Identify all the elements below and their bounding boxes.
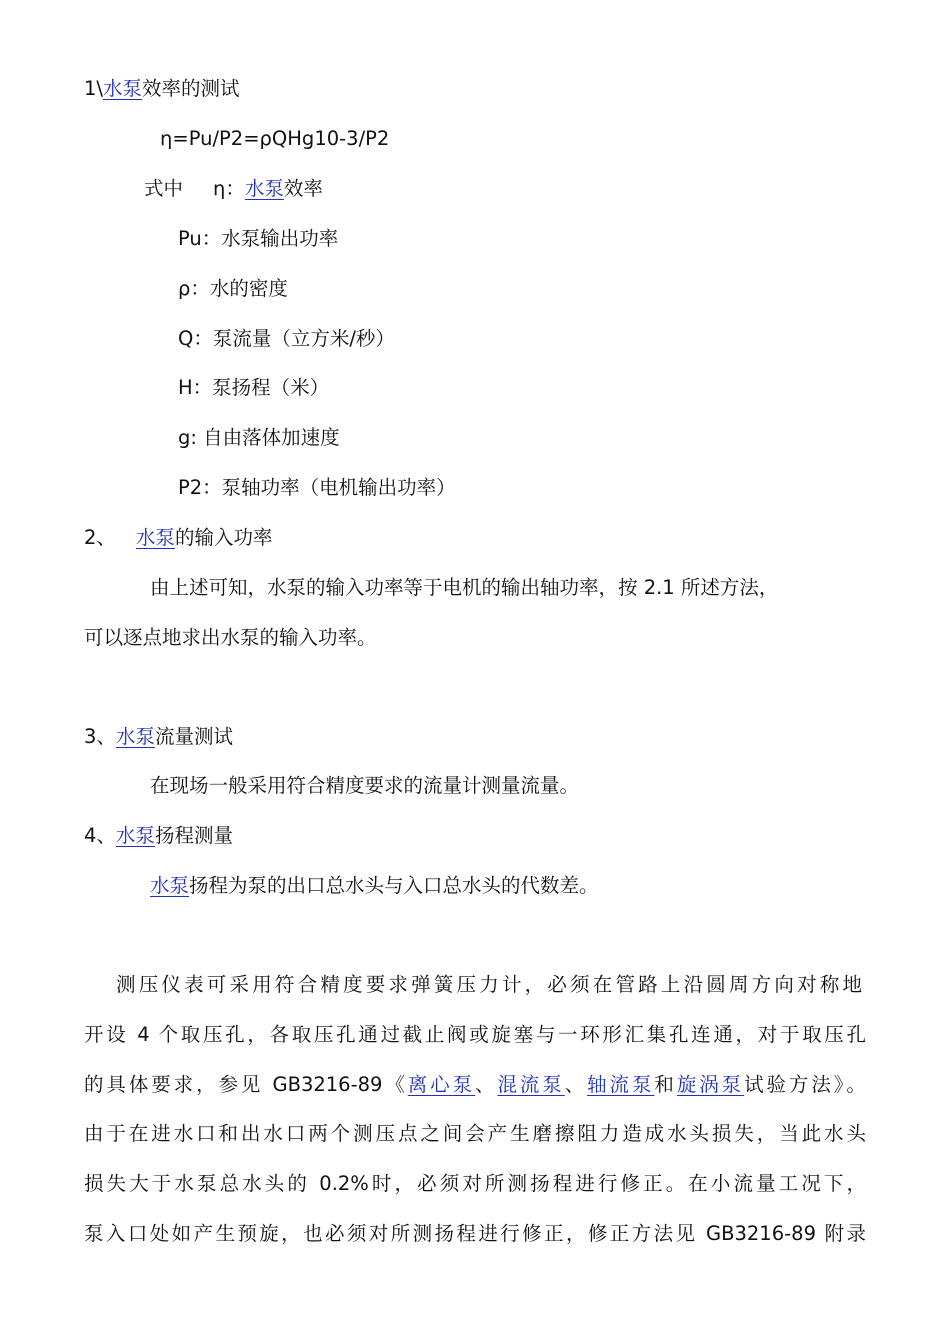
where-label: 式中 [144,177,184,200]
where-line [144,175,323,203]
section-number: 1\ [84,77,103,100]
body-text: 扬程为泵的出口总水头与入口总水头的代数差。 [189,874,599,897]
heading-text: 流量测试 [154,725,233,748]
heading-text: 的输入功率 [174,526,273,549]
link-centrifugal-pump[interactable]: 离心泵 [407,1073,476,1096]
heading-text: 效率的测试 [142,77,240,100]
section-2-body-line-1: 由上述可知，水泵的输入功率等于电机的输出轴功率，按 2.1 所述方法， [150,576,779,599]
section-4-heading [84,822,233,850]
paragraph-line-5: 损失大于水泵总水头的 0.2%时，必须对所测扬程进行修正。在小流量工况下， [84,1172,866,1195]
section-number: 2、 [84,526,116,549]
section-2-heading [84,524,272,552]
text: 的具体要求，参见 GB3216-89《 [84,1073,408,1096]
def-g: g: 自由落体加速度 [178,426,340,449]
text: 试验方法》。 [744,1073,866,1096]
def-pu: Pu：水泵输出功率 [178,227,339,250]
separator: 、 [564,1073,588,1096]
separator: 和 [654,1073,677,1096]
link-water-pump[interactable]: 水泵 [102,77,142,100]
section-3-heading [84,723,233,751]
link-vortex-pump[interactable]: 旋涡泵 [676,1073,745,1096]
link-mixed-flow-pump[interactable]: 混流泵 [497,1073,565,1096]
section-4-body [150,872,599,900]
def-rho: ρ：水的密度 [178,277,288,300]
link-water-pump[interactable]: 水泵 [150,874,190,897]
paragraph-line-3 [84,1071,866,1099]
section-3-body: 在现场一般采用符合精度要求的流量计测量流量。 [150,774,580,797]
heading-text: 扬程测量 [154,824,233,847]
def-p2: P2：泵轴功率（电机输出功率） [178,476,456,499]
paragraph-line-6: 泵入口处如产生预旋，也必须对所测扬程进行修正，修正方法见 GB3216-89 附录 [84,1222,866,1245]
section-number: 3、 [84,725,116,748]
link-water-pump[interactable]: 水泵 [115,824,155,847]
link-water-pump[interactable]: 水泵 [135,526,175,549]
efficiency-formula: η=Pu/P2=ρQHg10-3/P2 [160,127,390,150]
eta-label: η： [213,177,245,200]
link-water-pump[interactable]: 水泵 [115,725,155,748]
separator: 、 [475,1073,498,1096]
link-water-pump[interactable]: 水泵 [244,177,284,200]
paragraph-line-1: 测压仪表可采用符合精度要求弹簧压力计，必须在管路上沿圆周方向对称地 [116,973,862,996]
section-1-heading [84,75,240,103]
paragraph-line-4: 由于在进水口和出水口两个测压点之间会产生磨擦阻力造成水头损失，当此水头 [84,1122,866,1145]
def-q: Q：泵流量（立方米/秒） [178,327,395,350]
paragraph-line-2: 开设 4 个取压孔，各取压孔通过截止阀或旋塞与一环形汇集孔连通，对于取压孔 [84,1023,866,1046]
section-number: 4、 [84,824,116,847]
eta-desc: 效率 [283,177,323,200]
def-h: H：泵扬程（米） [178,376,330,399]
link-axial-flow-pump[interactable]: 轴流泵 [587,1073,655,1096]
section-2-body-line-2: 可以逐点地求出水泵的输入功率。 [84,626,377,649]
